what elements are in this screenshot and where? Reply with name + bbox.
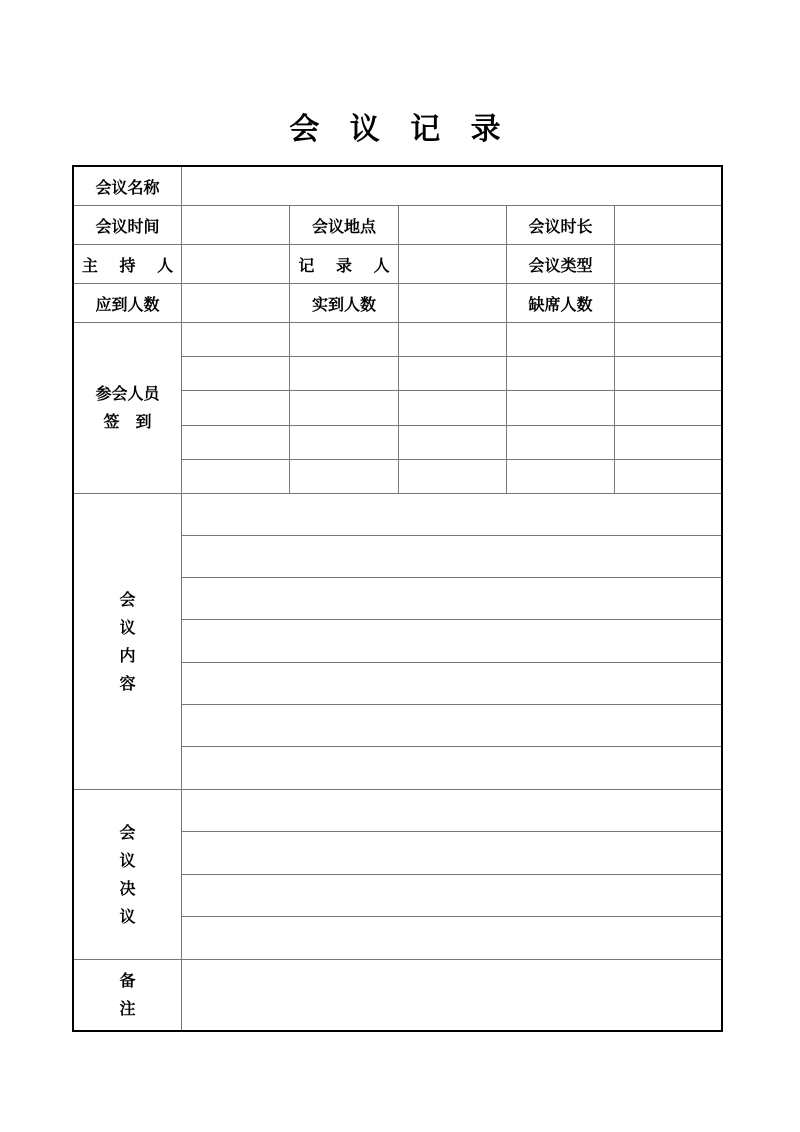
resolution-label-char: 议 [119,850,136,870]
attendance-signature-cell[interactable] [399,391,507,426]
attendance-label-line2: 签 到 [103,412,152,431]
resolution-label-char: 议 [119,906,136,926]
attendance-signature-cell[interactable] [507,323,615,357]
absent-count-label: 缺席人数 [507,284,615,323]
attendance-signature-cell[interactable] [182,426,290,460]
attendance-signature-cell[interactable] [290,357,399,391]
attendance-signature-cell[interactable] [399,426,507,460]
content-line[interactable] [182,578,723,620]
meeting-record-form [72,165,723,1032]
content-line[interactable] [182,494,723,536]
attendance-signature-cell[interactable] [290,426,399,460]
attendance-signature-cell[interactable] [290,460,399,494]
recorder-field[interactable] [399,245,507,284]
resolution-line[interactable] [182,917,723,960]
attendance-signature-cell[interactable] [399,323,507,357]
absent-count-field[interactable] [615,284,723,323]
host-label: 主 持 人 [74,245,182,284]
attendance-signature-cell[interactable] [615,460,723,494]
attendance-signature-cell[interactable] [615,357,723,391]
remarks-label-char: 备 [119,971,136,990]
page-title: 会 议 记 录 [289,112,511,147]
content-line[interactable] [182,747,723,790]
remarks-label [74,960,182,1030]
attendance-signature-cell[interactable] [182,391,290,426]
content-label-char: 议 [119,617,136,637]
attendance-signature-cell[interactable] [290,323,399,357]
resolution-line[interactable] [182,875,723,917]
attendance-signature-cell[interactable] [182,323,290,357]
meeting-place-field[interactable] [399,206,507,245]
content-label [74,494,182,790]
content-line[interactable] [182,620,723,663]
meeting-type-label: 会议类型 [507,245,615,284]
content-label-char: 容 [119,673,136,693]
host-field[interactable] [182,245,290,284]
attendance-signature-cell[interactable] [182,460,290,494]
recorder-label: 记 录 人 [290,245,399,284]
meeting-place-label: 会议地点 [290,206,399,245]
content-label-char: 会 [119,589,136,609]
remarks-field[interactable] [182,960,723,1030]
attendance-signature-cell[interactable] [399,357,507,391]
actual-count-field[interactable] [399,284,507,323]
meeting-time-label: 会议时间 [74,206,182,245]
attendance-signature-cell[interactable] [615,323,723,357]
content-line[interactable] [182,536,723,578]
meeting-duration-label: 会议时长 [507,206,615,245]
resolution-label-char: 会 [119,822,136,842]
attendance-signature-cell[interactable] [507,391,615,426]
content-line[interactable] [182,705,723,747]
attendance-signature-cell[interactable] [507,460,615,494]
meeting-name-label: 会议名称 [74,167,182,206]
expected-count-label: 应到人数 [74,284,182,323]
attendance-signature-cell[interactable] [399,460,507,494]
attendance-signature-cell[interactable] [507,357,615,391]
meeting-name-field[interactable] [182,167,723,206]
attendance-signature-cell[interactable] [182,357,290,391]
meeting-duration-field[interactable] [615,206,723,245]
resolution-label [74,790,182,960]
expected-count-field[interactable] [182,284,290,323]
meeting-time-field[interactable] [182,206,290,245]
attendance-signature-cell[interactable] [507,426,615,460]
attendance-label-line1: 参会人员 [95,384,160,403]
actual-count-label: 实到人数 [290,284,399,323]
meeting-type-field[interactable] [615,245,723,284]
resolution-line[interactable] [182,832,723,875]
attendance-signature-cell[interactable] [290,391,399,426]
attendance-label [74,323,182,494]
attendance-signature-cell[interactable] [615,391,723,426]
remarks-label-char: 注 [119,999,136,1018]
resolution-label-char: 决 [119,878,136,898]
content-label-char: 内 [119,645,136,665]
resolution-line[interactable] [182,790,723,832]
attendance-signature-cell[interactable] [615,426,723,460]
content-line[interactable] [182,663,723,705]
